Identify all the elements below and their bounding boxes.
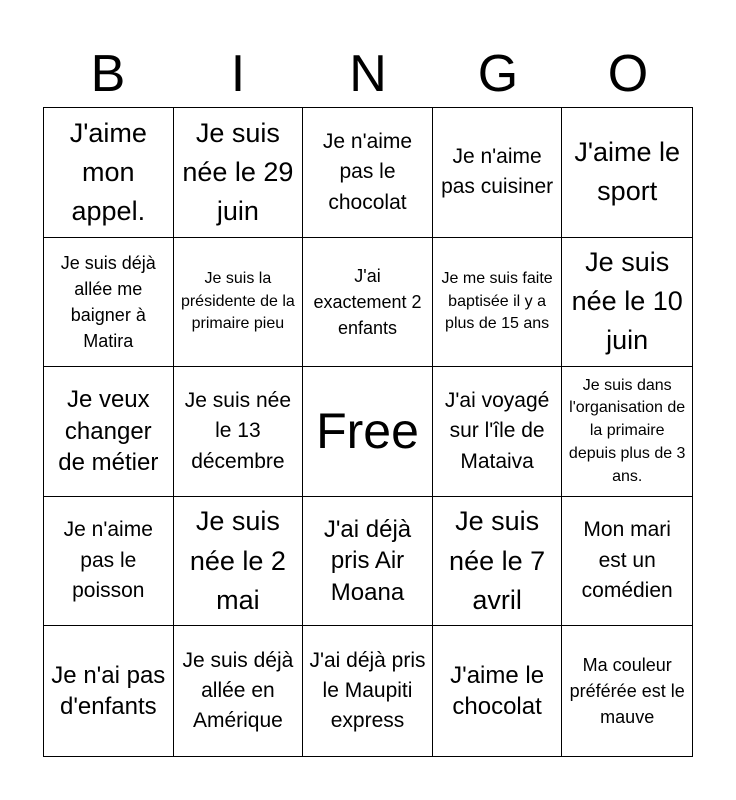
header-letter-n: N <box>349 45 387 103</box>
bingo-cell[interactable]: Je suis déjà allée en Amérique <box>174 626 304 756</box>
header-letter-b: B <box>90 45 126 103</box>
bingo-cell[interactable]: J'aime mon appel. <box>44 108 174 238</box>
bingo-cell[interactable]: J'ai déjà pris le Maupiti express <box>303 626 433 756</box>
bingo-cell[interactable]: Je suis dans l'organisation de la primaire depuis plus de 3 ans. <box>562 367 692 497</box>
bingo-cell[interactable]: Mon mari est un comédien <box>562 497 692 627</box>
bingo-cell[interactable]: Je suis née le 2 mai <box>174 497 304 627</box>
bingo-cell[interactable]: Je n'ai pas d'enfants <box>44 626 174 756</box>
bingo-cell[interactable]: Je suis née le 7 avril <box>433 497 563 627</box>
header-letter-o: O <box>607 45 649 103</box>
bingo-free-cell[interactable]: Free <box>303 367 433 497</box>
bingo-cell[interactable]: Je suis la présidente de la primaire pieu <box>174 238 304 368</box>
bingo-cell[interactable]: J'ai déjà pris Air Moana <box>303 497 433 627</box>
bingo-cell[interactable]: Je suis née le 10 juin <box>562 238 692 368</box>
bingo-cell[interactable]: J'ai exactement 2 enfants <box>303 238 433 368</box>
bingo-card-grid <box>43 107 693 757</box>
bingo-cell[interactable]: J'aime le chocolat <box>433 626 563 756</box>
bingo-cell[interactable]: Je n'aime pas cuisiner <box>433 108 563 238</box>
bingo-cell[interactable]: Je n'aime pas le chocolat <box>303 108 433 238</box>
bingo-cell[interactable]: Je suis née le 13 décembre <box>174 367 304 497</box>
bingo-cell[interactable]: Ma couleur préférée est le mauve <box>569 655 685 728</box>
bingo-header <box>43 40 693 108</box>
bingo-cell[interactable]: Je suis née le 29 juin <box>174 108 304 238</box>
bingo-cell[interactable]: Je suis déjà allée me baigner à Matira <box>44 238 174 368</box>
bingo-cell[interactable]: Je veux changer de métier <box>44 367 174 497</box>
bingo-cell[interactable]: J'ai voyagé sur l'île de Mataiva <box>433 367 563 497</box>
header-letter-g: G <box>477 45 519 103</box>
header-letter-i: I <box>230 45 246 103</box>
bingo-cell[interactable]: Je me suis faite baptisée il y a plus de 15 ans <box>433 238 563 368</box>
bingo-cell[interactable]: J'aime le sport <box>562 108 692 238</box>
bingo-cell[interactable]: Je n'aime pas le poisson <box>44 497 174 627</box>
